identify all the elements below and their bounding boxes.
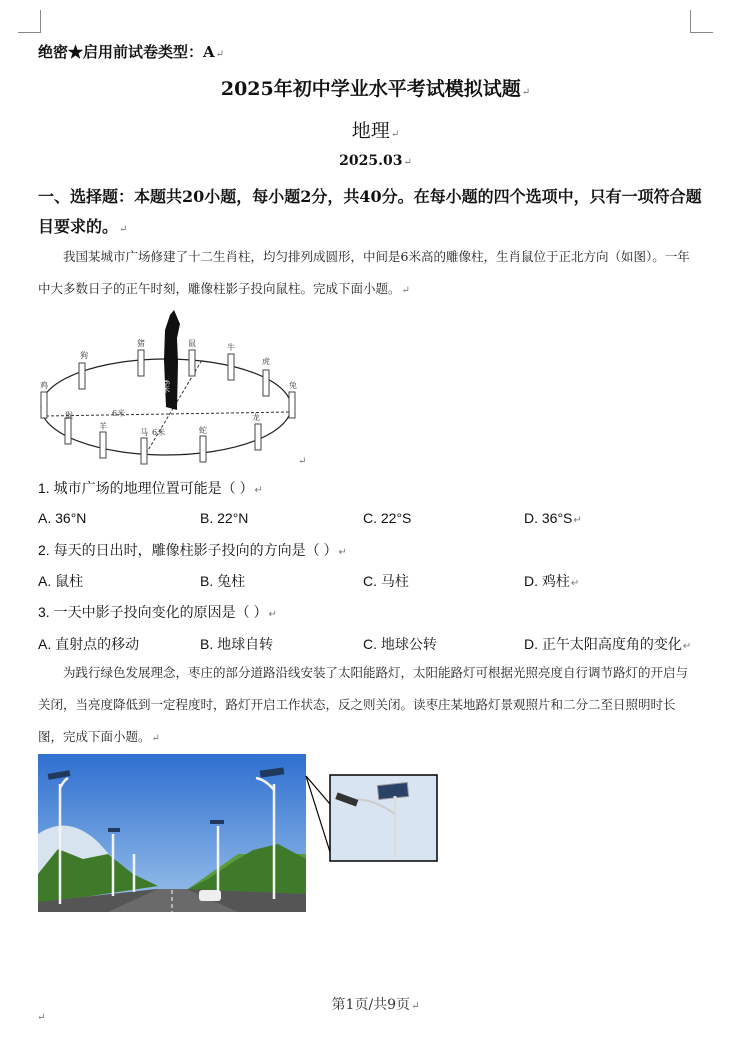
q3-option-a[interactable]: A. 直射点的移动: [38, 636, 140, 652]
q2-option-d[interactable]: D. 鸡柱↵: [524, 573, 580, 589]
q1-option-c[interactable]: C. 22°S: [363, 510, 412, 526]
q1-option-d[interactable]: D. 36°S↵: [524, 510, 582, 526]
label-height-6m: 6米: [161, 380, 171, 394]
q3-option-b[interactable]: B. 地球自转: [200, 636, 274, 652]
crop-mark-top-right: [690, 10, 713, 33]
question-3: 3. 一天中影子投向变化的原因是（ ）↵: [38, 604, 277, 620]
q2-option-a[interactable]: A. 鼠柱: [38, 573, 84, 589]
lamp-closeup-inset: [300, 774, 440, 862]
passage-1: 我国某城市广场修建了十二生肖柱，均匀排列成圆形，中间是6米高的雕像柱，生肖鼠位于正北方向（如图）。一年中大多数日子的正午时刻，雕像柱影子投向鼠柱。完成下面小题。↵: [38, 249, 690, 296]
subject-title: 地理↵: [351, 120, 400, 142]
label-sheep: 羊: [99, 422, 107, 431]
label-ox: 牛: [227, 343, 235, 352]
q1-option-b[interactable]: B. 22°N: [200, 510, 249, 526]
label-snake: 蛇: [199, 426, 207, 435]
label-radius-6m-south: 6米: [152, 428, 166, 437]
label-radius-6m: 6米: [112, 409, 126, 418]
label-pig: 猪: [137, 339, 145, 348]
q1-option-a[interactable]: A. 36°N: [38, 510, 87, 526]
q3-option-d[interactable]: D. 正午太阳高度角的变化↵: [524, 636, 692, 652]
page-footer: 第1页/共9页↵: [331, 997, 420, 1013]
label-rabbit: 兔: [289, 381, 297, 390]
street-light-photo: [38, 754, 306, 912]
svg-text:↵: ↵: [298, 456, 307, 467]
q3-option-c[interactable]: C. 地球公转: [363, 636, 437, 652]
question-2: 2. 每天的日出时，雕像柱影子投向的方向是（ ）↵: [38, 542, 347, 558]
label-rooster: 鸡: [40, 381, 48, 390]
end-paragraph-mark: ↵: [37, 1012, 46, 1023]
label-dog: 狗: [80, 351, 88, 360]
q2-option-b[interactable]: B. 兔柱: [200, 573, 246, 589]
label-monkey: 猴: [65, 411, 73, 420]
passage-2: 为践行绿色发展理念，枣庄的部分道路沿线安装了太阳能路灯，太阳能路灯可根据光照亮度自行调节路灯的开启与关闭，当亮度降低到一定程度时，路灯开启工作状态，反之则关闭。读枣庄某地路灯景观照片和二分二至日照明时长图，完成下面小题。↵: [38, 665, 689, 744]
confidential-label: 绝密★启用前试卷类型：A↵: [38, 43, 225, 61]
label-tiger: 虎: [262, 357, 270, 366]
label-horse: 马: [140, 428, 148, 437]
zodiac-pillar-figure: [34, 300, 314, 470]
crop-mark-top-left: [18, 10, 41, 33]
exam-title: 2025年初中学业水平考试模拟试题↵: [220, 78, 531, 100]
section-heading: 一、选择题：本题共20小题，每小题2分，共40分。在每小题的四个选项中，只有一项符合题目要求的。↵: [38, 187, 702, 236]
q2-option-c[interactable]: C. 马柱: [363, 573, 409, 589]
label-dragon: 龙: [252, 413, 260, 422]
exam-date: 2025.03↵: [339, 153, 412, 169]
question-1: 1. 城市广场的地理位置可能是（ ）↵: [38, 480, 263, 496]
label-rat: 鼠: [188, 339, 196, 348]
